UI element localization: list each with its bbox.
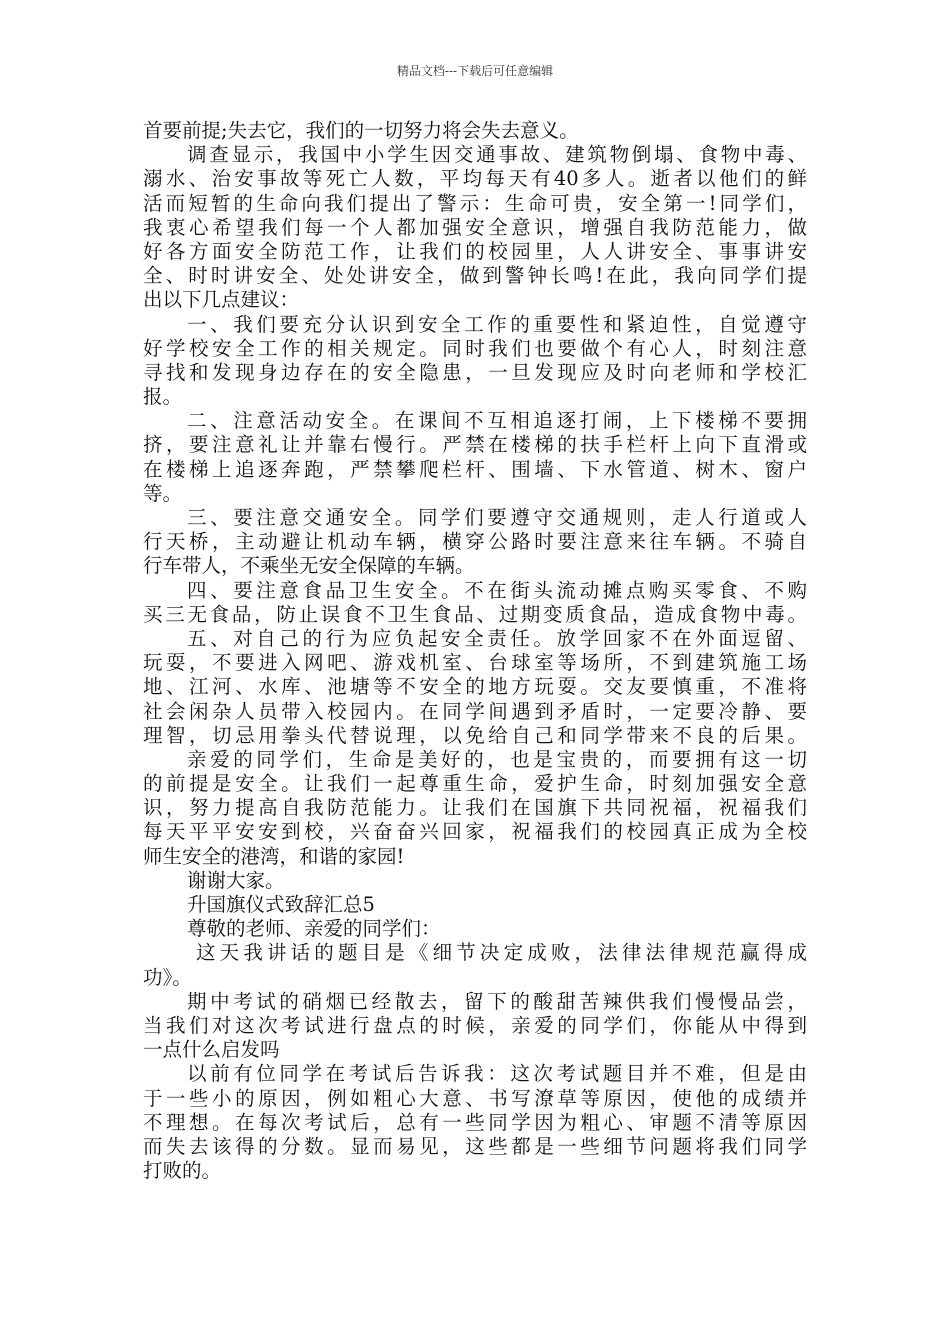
text-line: 调查显示，我国中小学生因交通事故、建筑物倒塌、食物中毒、 <box>187 143 807 167</box>
text-line: 挤，要注意礼让并靠右慢行。严禁在楼梯的扶手栏杆上向下直滑或 <box>143 433 807 457</box>
text-line: 地、江河、水库、池塘等不安全的地方玩耍。交友要慎重，不准将 <box>143 675 807 699</box>
text-line: 以前有位同学在考试后告诉我：这次考试题目并不难，但是由 <box>187 1062 807 1086</box>
text-line: 出以下几点建议： <box>143 288 300 312</box>
text-line: 不理想。在每次考试后，总有一些同学因为粗心、审题不清等原因 <box>143 1110 807 1134</box>
text-line: 每天平平安安到校，兴奋奋兴回家，祝福我们的校园真正成为全校 <box>143 820 807 844</box>
text-line: 升国旗仪式致辞汇总5 <box>187 893 375 916</box>
text-line: 理智，切忌用拳头代替说理，以免给自己和同学带来不良的后果。 <box>143 723 807 747</box>
text-line: 寻找和发现身边存在的安全隐患，一旦发现应及时向老师和学校汇 <box>143 360 807 384</box>
text-line: 等。 <box>143 481 183 505</box>
text-line: 打败的。 <box>143 1159 222 1183</box>
text-line: 好各方面安全防范工作，让我们的校园里，人人讲安全、事事讲安 <box>143 239 807 263</box>
page-header: 精品文档---下载后可任意编辑 <box>396 64 554 78</box>
text-line: 首要前提;失去它，我们的一切努力将会失去意义。 <box>143 119 579 142</box>
text-line: 功》。 <box>143 965 192 989</box>
text-line: 活而短暂的生命向我们提出了警示：生命可贵，安全第一!同学们， <box>143 191 807 215</box>
text-line: 四、要注意食品卫生安全。不在街头流动摊点购买零食、不购 <box>187 578 807 602</box>
text-line: 我衷心希望我们每一个人都加强安全意识，增强自我防范能力，做 <box>143 215 807 239</box>
text-line: 好学校安全工作的相关规定。同时我们也要做个有心人，时刻注意 <box>143 336 807 360</box>
text-line: 当我们对这次考试进行盘点的时候，亲爱的同学们，你能从中得到 <box>143 1013 807 1037</box>
text-line: 行天桥，主动避让机动车辆，横穿公路时要注意来往车辆。不骑自 <box>143 530 807 554</box>
text-line: 买三无食品，防止误食不卫生食品、过期变质食品，造成食物中毒。 <box>143 602 807 626</box>
text-line: 亲爱的同学们，生命是美好的，也是宝贵的，而要拥有这一切 <box>187 747 807 771</box>
text-line: 二、注意活动安全。在课间不互相追逐打闹，上下楼梯不要拥 <box>187 409 807 433</box>
text-line: 报。 <box>143 385 183 409</box>
text-line: 三、要注意交通安全。同学们要遵守交通规则，走人行道或人 <box>187 506 807 529</box>
text-line: 一、我们要充分认识到安全工作的重要性和紧迫性，自觉遵守 <box>187 312 807 336</box>
text-line: 于一些小的原因，例如粗心大意、书写潦草等原因，使他的成绩并 <box>143 1086 807 1110</box>
text-line: 社会闲杂人员带入校园内。在同学间遇到矛盾时，一定要冷静、要 <box>143 699 807 723</box>
text-line: 这天我讲话的题目是《细节决定成败，法律法律规范赢得成 <box>196 941 807 965</box>
text-line: 师生安全的港湾，和谐的家园! <box>143 844 405 868</box>
text-line: 全、时时讲安全、处处讲安全，做到警钟长鸣!在此，我向同学们提 <box>143 264 807 288</box>
text-line: 期中考试的硝烟已经散去，留下的酸甜苦辣供我们慢慢品尝， <box>187 989 807 1013</box>
text-line: 行车带人，不乘坐无安全保障的车辆。 <box>143 554 475 578</box>
text-line: 一点什么启发吗 <box>143 1038 280 1062</box>
text-line: 识，努力提高自我防范能力。让我们在国旗下共同祝福，祝福我们 <box>143 796 807 820</box>
text-line: 的前提是安全。让我们一起尊重生命，爱护生命，时刻加强安全意 <box>143 772 807 796</box>
document-body <box>143 119 807 1183</box>
text-line: 溺水、治安事故等死亡人数，平均每天有40多人。逝者以他们的鲜 <box>143 167 807 191</box>
text-line: 五、对自己的行为应负起安全责任。放学回家不在外面逗留、 <box>187 626 807 650</box>
text-line: 尊敬的老师、亲爱的同学们： <box>187 917 441 941</box>
text-line: 而失去该得的分数。显而易见，这些都是一些细节问题将我们同学 <box>143 1134 807 1158</box>
text-line: 谢谢大家。 <box>187 868 285 892</box>
text-line: 在楼梯上追逐奔跑，严禁攀爬栏杆、围墙、下水管道、树木、窗户 <box>143 457 807 481</box>
text-line: 玩耍，不要进入网吧、游戏机室、台球室等场所，不到建筑施工场 <box>143 651 807 675</box>
